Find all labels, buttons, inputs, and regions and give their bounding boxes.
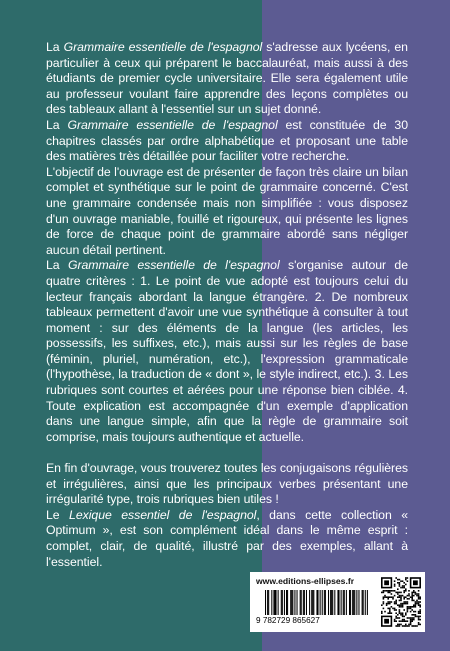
- companion-title: Lexique essentiel de l'espagnol: [69, 507, 257, 522]
- isbn-digits: 9 782729 865627: [256, 616, 320, 624]
- cover-text: [46, 40, 408, 570]
- paragraph-structure: La Grammaire essentielle de l'espagnol est constituée de 30 chapitres classés par ordre alphabétique et proposant une table des matières très détaillée pour faciliter votre recherche.: [46, 117, 408, 164]
- paragraph-criteria: La Grammaire essentielle de l'espagnol s'organise autour de quatre critères : 1. Le point de vue adopté est toujours celui du lecteur français abordant la langue étrangère. 2. De nombreux tableaux permettent d'avoir une vue synthétique à consulter à tout moment : sur des éléments de la langue (les articles, les possessifs, les suffixes, etc.), mais aussi sur les règles de base (féminin, pluriel, numération, etc.), l'expression grammaticale (l'hypothèse, la traduction de « dont », le style indirect, etc.). 3. Les rubriques sont courtes et aérées pour une réponse bien ciblée. 4. Toute explication est accompagnée d'un exemple d'application dans une langue simple, afin que la règle de grammaire soit comprise, mais toujours authentique et actuelle.: [46, 258, 408, 444]
- publisher-website: www.editions-ellipses.fr: [256, 576, 355, 586]
- paragraph-lexique: Le Lexique essentiel de l'espagnol, dans cette collection « Optimum », est son complément idéal dans le même esprit : complet, clair, de qualité, illustré par des exemples, allant à l'essentiel.: [46, 507, 408, 569]
- paragraph-conjugations: En fin d'ouvrage, vous trouverez toutes les conjugaisons régulières et irrégulières, ainsi que les principaux verbes présentant une irrégularité type, trois rubriques bien utiles !: [46, 461, 408, 507]
- barcode-panel: [250, 572, 425, 632]
- book-title: Grammaire essentielle de l'espagnol: [63, 40, 263, 54]
- book-title: Grammaire essentielle de l'espagnol: [67, 258, 280, 273]
- qr-code-icon: [381, 577, 421, 627]
- paragraph-intro: La Grammaire essentielle de l'espagnol s'adresse aux lycéens, en particulier à ceux qui préparent le baccalauréat, mais aussi à des étudiants de premier cycle universitaire. Elle sera également utile au professeur voulant faire apprendre des leçons complètes ou des tableaux allant à l'essentiel sur un sujet donné.: [46, 40, 408, 117]
- book-title: Grammaire essentielle de l'espagnol: [67, 117, 278, 132]
- paragraph-objective: L'objectif de l'ouvrage est de présenter de façon très claire un bilan complet et synthétique sur le point de grammaire concerné. C'est une grammaire condensée mais non simplifiée : vous disposez d'un ouvrage maniable, fouillé et rigoureux, qui présente les lignes de force de chaque point de grammaire abordé sans négliger aucun détail pertinent.: [46, 164, 408, 257]
- ean13-barcode-icon: [256, 590, 372, 624]
